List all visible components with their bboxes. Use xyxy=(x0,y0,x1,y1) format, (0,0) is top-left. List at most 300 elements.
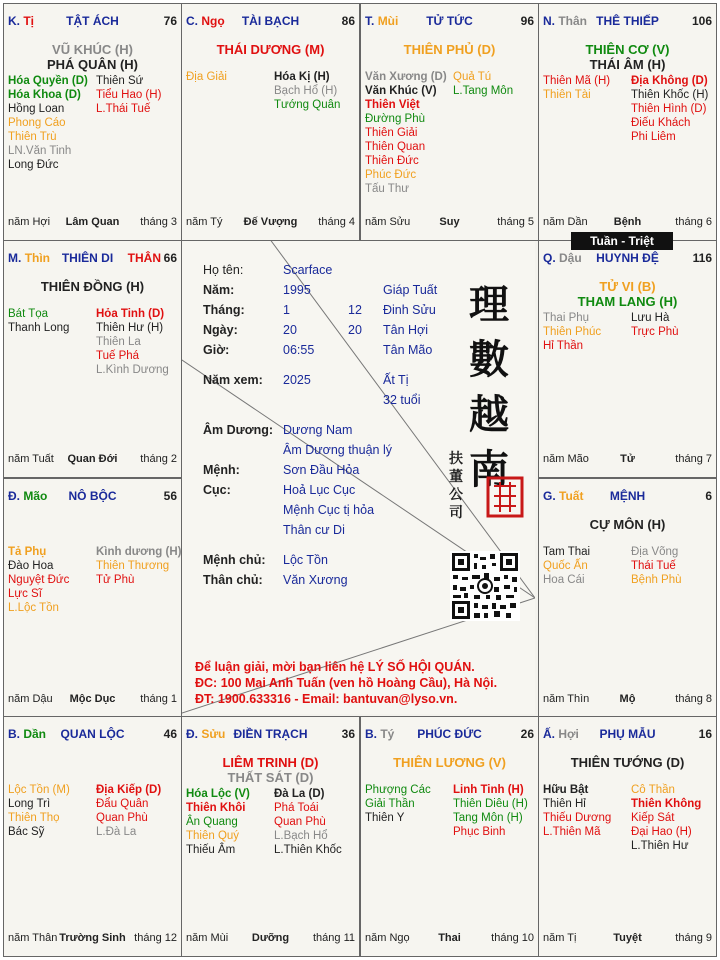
minor-star: Hồng Loan xyxy=(8,103,65,115)
main-star: PHÁ QUÂN (H) xyxy=(47,57,138,72)
palace-footer xyxy=(8,932,177,946)
month-label: Tháng: xyxy=(203,303,245,317)
minor-stars-left xyxy=(8,545,69,615)
minor-stars-right xyxy=(274,787,342,857)
main-star: THÁI DƯƠNG (M) xyxy=(216,42,325,57)
minor-star: Đẩu Quân xyxy=(96,798,149,810)
day-can-chi: Tân Hợi xyxy=(383,323,429,337)
palace-footer xyxy=(543,216,712,230)
than-chu-label: Thân chủ: xyxy=(203,573,263,587)
palace-mui[interactable] xyxy=(360,3,539,241)
minor-stars-left xyxy=(543,783,611,839)
minor-star: Địa Võng xyxy=(631,546,679,558)
main-star: THAM LANG (H) xyxy=(577,294,678,309)
minor-star: Thiên Khốc (H) xyxy=(631,89,709,101)
palace-footer xyxy=(543,693,712,707)
menh-chu-value: Lộc Tồn xyxy=(283,553,328,567)
minor-stars-left xyxy=(8,74,88,172)
minor-star: L.Đà La xyxy=(96,826,137,838)
palace-age-number: 6 xyxy=(705,489,712,503)
branch-prefix: B. xyxy=(8,727,20,741)
menh-chu-label: Mệnh chủ: xyxy=(203,553,266,567)
minor-stars-left xyxy=(543,74,610,102)
life-stage: Bệnh xyxy=(613,216,642,228)
minor-star: Thiên Diêu (H) xyxy=(453,798,528,810)
minor-star: Phi Liêm xyxy=(631,131,676,143)
minor-stars-left xyxy=(543,545,590,587)
month-label: tháng 2 xyxy=(140,453,177,465)
cuc-label: Cục: xyxy=(203,483,231,497)
branch-name: Sửu xyxy=(201,727,226,741)
contact-address: ĐC: 100 Mai Anh Tuấn (ven hồ Hoàng Cầu), Hà Nội. xyxy=(195,676,498,690)
minor-star: Thiên La xyxy=(96,336,141,348)
branch-name: Ngọ xyxy=(201,14,225,28)
main-star: THIÊN LƯƠNG (V) xyxy=(393,755,506,770)
minor-star: Thiên Y xyxy=(365,812,405,824)
minor-star: Thiên Giải xyxy=(365,127,418,139)
life-stage: Mộc Dục xyxy=(69,693,116,705)
minor-star: L.Tang Môn xyxy=(453,85,514,97)
minor-star: Nguyệt Đức xyxy=(8,574,70,586)
minor-star: Thiên Đức xyxy=(365,155,419,167)
palace-age-number: 116 xyxy=(692,251,712,265)
name-label: Họ tên: xyxy=(203,263,244,277)
minor-stars-left xyxy=(365,70,447,196)
branch-name: Tý xyxy=(380,727,395,741)
minor-star: Thiên Quan xyxy=(365,141,426,153)
branch-prefix: B. xyxy=(365,727,377,741)
minor-star: Tấu Thư xyxy=(365,183,409,195)
palace-footer xyxy=(365,932,534,946)
main-stars xyxy=(361,755,538,770)
minor-star: Thiên Thọ xyxy=(8,812,60,824)
minor-star: Hỉ Thần xyxy=(543,340,584,352)
menh-value: Sơn Đầu Hỏa xyxy=(283,463,360,477)
cuc-note: Mệnh Cục tị hỏa xyxy=(283,503,375,517)
year-label: năm Mão xyxy=(543,453,589,465)
minor-star: Lộc Tồn (M) xyxy=(8,784,70,796)
minor-star: Hóa Lộc (V) xyxy=(186,788,250,800)
life-stage: Tuyệt xyxy=(613,932,642,944)
month-solar: 1 xyxy=(283,303,290,317)
month-label: tháng 12 xyxy=(134,932,177,944)
month-label: tháng 11 xyxy=(312,932,355,944)
am-duong-note: Âm Dương thuận lý xyxy=(283,443,392,457)
branch-name: Dần xyxy=(23,727,47,741)
branch-name: Mão xyxy=(23,489,48,503)
minor-stars-right xyxy=(631,74,708,144)
minor-star: Tam Thai xyxy=(543,546,591,558)
qr-code-icon[interactable] xyxy=(450,551,520,621)
life-stage: Thai xyxy=(438,932,461,944)
minor-star: Hóa Khoa (D) xyxy=(8,89,81,101)
minor-stars-right xyxy=(96,307,169,377)
main-stars xyxy=(4,42,181,72)
minor-star: L.Thiên Mã xyxy=(543,826,601,838)
palace-footer xyxy=(186,932,355,946)
minor-star: Thiếu Dương xyxy=(543,812,612,824)
palace-name: PHỤ MẪU xyxy=(599,727,656,741)
minor-stars-left xyxy=(365,783,431,825)
palace-age-number: 26 xyxy=(520,727,534,741)
life-stage: Trường Sinh xyxy=(59,932,126,944)
palace-age-number: 16 xyxy=(698,727,712,741)
palace-header xyxy=(186,727,355,743)
minor-stars-left xyxy=(186,787,250,857)
palace-name: MỆNH xyxy=(609,489,646,503)
tuan-triet-badge: Tuần - Triệt xyxy=(571,232,673,250)
minor-stars-right xyxy=(96,74,161,116)
contact-line-1: Để luận giải, mời bạn liên hệ LÝ SỐ HỘI QUÁN. xyxy=(195,660,475,674)
palace-age-number: 46 xyxy=(163,727,177,741)
palace-footer xyxy=(186,216,355,230)
minor-star: Tuế Phá xyxy=(96,350,140,362)
palace-footer xyxy=(543,932,712,946)
main-stars xyxy=(182,42,359,57)
palace-age-number: 76 xyxy=(163,14,177,28)
year-label: năm Dậu xyxy=(8,693,53,705)
minor-star: Thai Phụ xyxy=(543,312,590,324)
minor-stars-left xyxy=(8,307,69,335)
life-stage: Quan Đới xyxy=(67,453,118,465)
minor-star: Thiên Việt xyxy=(365,99,420,111)
main-star: THÁI ÂM (H) xyxy=(589,57,666,72)
minor-star: Thiên Tài xyxy=(543,89,591,101)
year-can-chi: Giáp Tuất xyxy=(383,283,438,297)
palace-name: THIÊN DI xyxy=(61,251,114,265)
minor-star: Ân Quang xyxy=(186,816,238,828)
palace-thin[interactable] xyxy=(3,240,182,478)
palace-header xyxy=(8,727,177,743)
main-stars xyxy=(539,755,716,770)
month-lunar: 12 xyxy=(348,303,362,317)
month-label: tháng 7 xyxy=(675,453,712,465)
minor-stars-left xyxy=(186,70,227,84)
minor-star: L.Bạch Hổ xyxy=(274,830,328,842)
minor-star: Bác Sỹ xyxy=(8,826,45,838)
main-stars xyxy=(361,42,538,57)
month-label: tháng 5 xyxy=(497,216,534,228)
minor-stars-right xyxy=(274,70,340,112)
palace-footer xyxy=(365,216,534,230)
minor-star: Trực Phù xyxy=(631,326,679,338)
than-chu-value: Văn Xương xyxy=(283,573,348,587)
minor-star: Bạch Hổ (H) xyxy=(274,85,338,97)
palace-name: HUYNH ĐỆ xyxy=(596,251,659,265)
view-year-label: Năm xem: xyxy=(203,373,263,387)
main-stars xyxy=(539,517,716,532)
minor-star: Phục Binh xyxy=(453,826,506,838)
minor-star: Thiên Thương xyxy=(96,560,170,572)
side-char-2: 董 xyxy=(449,469,463,485)
main-star: TỬ VI (B) xyxy=(599,279,656,294)
minor-star: Thiên Trù xyxy=(8,131,57,143)
calligraphy-char-2: 數 xyxy=(469,336,509,383)
palace-header xyxy=(543,251,712,267)
palace-age-number: 36 xyxy=(341,727,355,741)
minor-star: Đào Hoa xyxy=(8,560,54,572)
main-stars xyxy=(539,42,716,72)
minor-star: Lưu Hà xyxy=(631,312,670,324)
year-label: năm Sửu xyxy=(365,216,411,228)
minor-star: Văn Xương (D) xyxy=(365,71,447,83)
year-label: năm Dần xyxy=(543,216,588,228)
side-char-3: 公 xyxy=(449,487,463,503)
palace-age-number: 66 xyxy=(163,251,177,265)
palace-name: QUAN LỘC xyxy=(60,727,125,741)
palace-hoi[interactable] xyxy=(538,716,717,957)
minor-star: Hữu Bật xyxy=(543,784,589,796)
cuc-value: Hoả Lục Cục xyxy=(283,483,356,497)
contact-phone-email[interactable]: ĐT: 1900.633316 - Email: bantuvan@lyso.vn. xyxy=(195,692,458,706)
month-label: tháng 8 xyxy=(675,693,712,705)
palace-age-number: 56 xyxy=(163,489,177,503)
palace-header xyxy=(543,14,712,30)
main-star: VŨ KHÚC (H) xyxy=(52,42,133,57)
minor-star: Văn Khúc (V) xyxy=(365,85,437,97)
minor-star: Lực Sĩ xyxy=(8,588,42,600)
life-stage: Tử xyxy=(620,453,635,465)
branch-prefix: Đ. xyxy=(8,489,20,503)
month-label: tháng 6 xyxy=(675,216,712,228)
minor-star: Thiên Không xyxy=(631,798,702,810)
minor-star: Long Trì xyxy=(8,798,51,810)
am-duong-value: Dương Nam xyxy=(283,423,353,437)
minor-star: Thiên Hư (H) xyxy=(96,322,164,334)
minor-star: Kiếp Sát xyxy=(631,812,675,824)
minor-star: L.Thiên Hư xyxy=(631,840,689,852)
year-label: năm Tuất xyxy=(8,453,54,465)
minor-star: Giải Thần xyxy=(365,798,415,810)
minor-star: Bệnh Phù xyxy=(631,574,682,586)
month-label: tháng 9 xyxy=(675,932,712,944)
branch-name: Thân xyxy=(558,14,588,28)
minor-star: L.Lộc Tồn xyxy=(8,602,59,614)
palace-ngo[interactable] xyxy=(181,3,360,241)
life-stage: Suy xyxy=(439,216,460,228)
minor-star: Hóa Quyền (D) xyxy=(8,75,88,87)
palace-age-number: 96 xyxy=(520,14,534,28)
year-label: năm Mùi xyxy=(186,932,229,944)
palace-header xyxy=(543,727,712,743)
branch-name: Dậu xyxy=(559,251,582,265)
branch-prefix: N. xyxy=(543,14,555,28)
palace-tuat[interactable] xyxy=(538,478,717,718)
minor-star: Thiên Phúc xyxy=(543,326,602,338)
palace-name: TỬ TỨC xyxy=(426,14,473,28)
minor-star: Thiên Hình (D) xyxy=(631,103,707,115)
minor-star: Quả Tú xyxy=(453,71,492,83)
palace-header xyxy=(186,14,355,30)
minor-star: Đường Phù xyxy=(365,113,425,125)
main-star: THẤT SÁT (D) xyxy=(227,770,314,785)
minor-star: Kình dương (H) xyxy=(96,546,182,558)
age-value: 32 tuổi xyxy=(383,393,421,407)
minor-star: Đại Hao (H) xyxy=(631,826,692,838)
hour-can-chi: Tân Mão xyxy=(383,343,433,357)
minor-stars-right xyxy=(453,70,513,98)
palace-footer xyxy=(543,453,712,467)
palace-age-number: 106 xyxy=(691,14,712,28)
minor-star: Tướng Quân xyxy=(274,99,341,111)
calligraphy-char-3: 越 xyxy=(469,391,509,438)
minor-star: Tử Phù xyxy=(96,574,135,586)
year-label: năm Thìn xyxy=(543,693,590,705)
main-stars xyxy=(539,279,716,309)
minor-stars-right xyxy=(631,545,682,587)
month-can-chi: Đinh Sửu xyxy=(383,303,436,317)
minor-star: Hóa Kị (H) xyxy=(274,71,330,83)
minor-star: Thái Tuế xyxy=(631,560,676,572)
main-star: THIÊN TƯỚNG (D) xyxy=(570,755,685,770)
palace-than[interactable] xyxy=(538,3,717,241)
month-label: tháng 10 xyxy=(491,932,534,944)
year-label: năm Tị xyxy=(543,932,577,944)
minor-star: Thiên Quý xyxy=(186,830,240,842)
branch-prefix: G. xyxy=(543,489,556,503)
minor-star: Điếu Khách xyxy=(631,117,691,129)
minor-stars-right xyxy=(453,783,528,839)
minor-star: Thiên Hỉ xyxy=(543,798,586,810)
minor-star: LN.Văn Tinh xyxy=(8,145,72,157)
menh-label: Mệnh: xyxy=(203,463,240,477)
palace-header xyxy=(543,489,712,505)
minor-star: Bát Tọa xyxy=(8,308,49,320)
side-char-4: 司 xyxy=(449,505,463,521)
year-label: năm Hợi xyxy=(8,216,51,228)
branch-prefix: Q. xyxy=(543,251,556,265)
life-stage: Lâm Quan xyxy=(65,216,120,228)
name-value: Scarface xyxy=(283,263,333,277)
month-label: tháng 4 xyxy=(318,216,355,228)
day-solar: 20 xyxy=(283,323,297,337)
minor-star: Phúc Đức xyxy=(365,169,417,181)
hour-value: 06:55 xyxy=(283,343,315,357)
minor-star: Tả Phụ xyxy=(8,546,47,558)
calligraphy-char-1: 理 xyxy=(469,281,509,328)
palace-dau[interactable] xyxy=(538,240,717,478)
minor-stars-right xyxy=(631,783,701,853)
palace-dan[interactable] xyxy=(3,716,182,957)
palace-name: ĐIỀN TRẠCH xyxy=(233,727,308,741)
year-label: năm Tý xyxy=(186,216,223,228)
than-cu: Thân cư Di xyxy=(283,523,345,537)
minor-star: Hỏa Tinh (D) xyxy=(96,308,165,320)
branch-prefix: M. xyxy=(8,251,22,265)
palace-name: TẬT ÁCH xyxy=(66,14,119,28)
main-star: THIÊN ĐỒNG (H) xyxy=(40,279,145,294)
minor-stars-left xyxy=(543,311,601,353)
minor-stars-right xyxy=(631,311,679,339)
minor-star: Quốc Ấn xyxy=(543,560,588,572)
minor-star: Phong Cáo xyxy=(8,117,66,129)
minor-star: Đà La (D) xyxy=(274,788,325,800)
palace-name: NÔ BỘC xyxy=(68,489,117,503)
minor-star: Thiên Khôi xyxy=(186,802,246,814)
minor-star: Địa Giải xyxy=(186,71,227,83)
branch-name: Mùi xyxy=(377,14,399,28)
minor-star: Cô Thần xyxy=(631,784,675,796)
day-lunar: 20 xyxy=(348,323,362,337)
minor-star: Phượng Các xyxy=(365,784,431,796)
life-stage: Mộ xyxy=(619,693,636,705)
palace-name: TÀI BẠCH xyxy=(241,14,300,28)
calligraphy-char-4: 南 xyxy=(469,446,509,493)
minor-star: Thanh Long xyxy=(8,322,70,334)
palace-ti[interactable] xyxy=(3,3,182,241)
year-value: 1995 xyxy=(283,283,311,297)
am-duong-label: Âm Dương: xyxy=(203,423,274,437)
palace-header xyxy=(8,251,177,267)
minor-star: Hoa Cái xyxy=(543,574,585,586)
palace-age-number: 86 xyxy=(341,14,355,28)
palace-than-marker: THÂN xyxy=(127,251,161,265)
minor-star: Địa Kiếp (D) xyxy=(96,784,162,796)
minor-star: L.Kình Dương xyxy=(96,364,169,376)
minor-star: Thiếu Âm xyxy=(186,844,236,856)
minor-star: Tang Môn (H) xyxy=(453,812,523,824)
main-stars xyxy=(4,279,181,294)
minor-star: Quan Phù xyxy=(96,812,148,824)
minor-star: Tiểu Hao (H) xyxy=(96,89,162,101)
branch-prefix: C. xyxy=(186,14,198,28)
branch-name: Tị xyxy=(23,14,35,28)
year-label: năm Ngọ xyxy=(365,932,410,944)
minor-star: Thiên Sứ xyxy=(96,75,144,87)
view-can-chi: Ất Tị xyxy=(383,373,409,387)
minor-star: Long Đức xyxy=(8,159,59,171)
branch-name: Tuất xyxy=(559,489,584,503)
center-info-panel xyxy=(179,238,535,714)
main-star: THIÊN CƠ (V) xyxy=(585,42,670,57)
minor-star: L.Thiên Khốc xyxy=(274,844,342,856)
side-char-1: 扶 xyxy=(449,451,463,467)
palace-footer xyxy=(8,693,177,707)
year-label: năm Thân xyxy=(8,932,58,944)
minor-star: Linh Tinh (H) xyxy=(453,784,524,796)
branch-prefix: Ấ. xyxy=(543,727,555,741)
hour-label: Giờ: xyxy=(203,343,230,357)
palace-suu[interactable] xyxy=(181,716,360,957)
palace-ty[interactable] xyxy=(360,716,539,957)
day-label: Ngày: xyxy=(203,323,238,337)
palace-header xyxy=(365,727,534,743)
palace-header xyxy=(365,14,534,30)
palace-footer xyxy=(8,453,177,467)
minor-stars-right xyxy=(96,783,161,839)
branch-name: Hợi xyxy=(558,727,579,741)
minor-star: Thiên Mã (H) xyxy=(543,75,611,87)
palace-footer xyxy=(8,216,177,230)
life-stage: Dưỡng xyxy=(251,932,290,944)
palace-name: PHÚC ĐỨC xyxy=(417,727,482,741)
minor-star: Địa Không (D) xyxy=(631,75,708,87)
month-label: tháng 3 xyxy=(140,216,177,228)
palace-name: THÊ THIẾP xyxy=(596,14,659,28)
red-seal-icon xyxy=(486,476,524,518)
palace-header xyxy=(8,489,177,505)
view-year-value: 2025 xyxy=(283,373,311,387)
year-label: Năm: xyxy=(203,283,235,297)
palace-header xyxy=(8,14,177,30)
branch-prefix: K. xyxy=(8,14,20,28)
life-stage: Đế Vượng xyxy=(243,216,298,228)
minor-star: L.Thái Tuế xyxy=(96,103,151,115)
main-stars xyxy=(182,755,359,785)
minor-star: Quan Phù xyxy=(274,816,326,828)
palace-mao[interactable] xyxy=(3,478,182,718)
main-star: LIÊM TRINH (D) xyxy=(222,755,319,770)
